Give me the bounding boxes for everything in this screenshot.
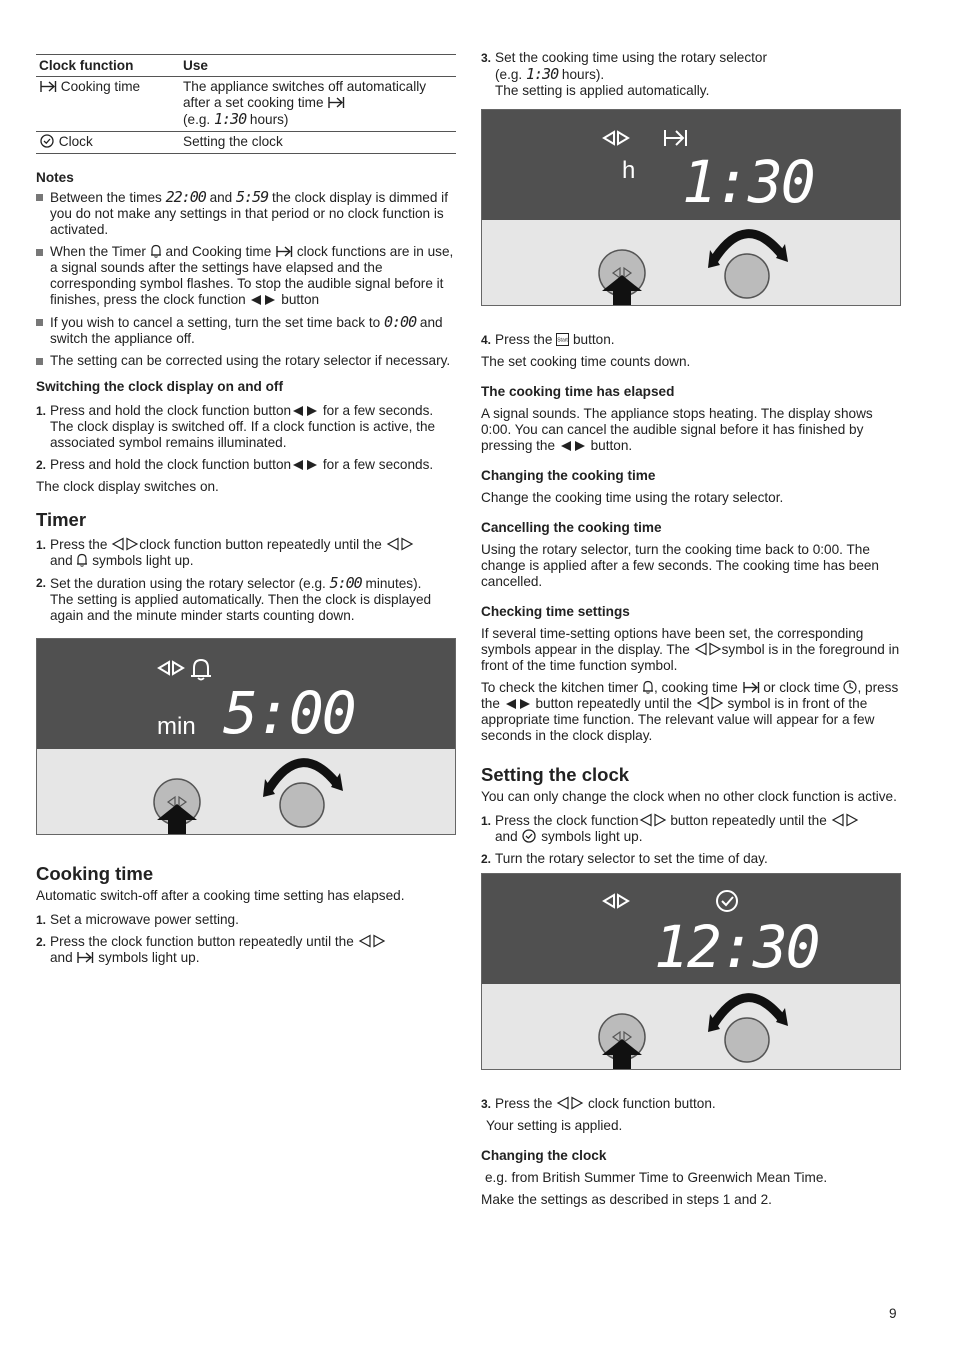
- step-number: 3.: [481, 1097, 492, 1111]
- elapsed-text-a: A signal sounds. The appliance stops heating. The display shows 0:00. You can cancel the audible signal before it has finished by pressing the: [481, 406, 873, 453]
- step-number: 1.: [481, 814, 492, 828]
- clock-time-icon: [843, 680, 857, 694]
- page-number: 9: [889, 1306, 897, 1321]
- clock-function-icon: [291, 459, 319, 471]
- row-use-text: The appliance switches off automatically after a set cooking time: [183, 79, 427, 110]
- checking-text: or clock time: [763, 680, 840, 695]
- cooking-time-heading: Cooking time: [36, 863, 154, 884]
- step-text: Set the duration using the rotary selector (e.g.: [50, 576, 326, 591]
- checking-text: symbol is in front of the appropriate time function. The relevant value will appear for a few seconds in the clock display.: [481, 696, 875, 743]
- row-use-text: Setting the clock: [180, 132, 456, 154]
- step-text: for a few seconds.: [322, 403, 434, 418]
- rotary-selector[interactable]: [708, 234, 788, 298]
- checking-text-2: [481, 680, 901, 744]
- elapsed-text: [481, 406, 901, 454]
- switching-heading: Switching the clock display on and off: [36, 379, 283, 394]
- step-number: 2.: [36, 576, 47, 590]
- note-time-value: 22:00: [165, 188, 206, 206]
- table-header-use: Use: [180, 55, 456, 77]
- setting-step-three: [481, 1096, 901, 1112]
- step-number: 2.: [36, 935, 47, 949]
- notes-heading: Notes: [36, 170, 74, 185]
- cooking-time-icon: [76, 951, 94, 964]
- list-item: [36, 244, 456, 308]
- step-text: The clock display is switched off. If a clock function is active, the associated symbol remains illuminated.: [50, 419, 436, 450]
- list-item: [481, 332, 901, 348]
- clock-icon: [39, 134, 55, 148]
- clock-icon: [521, 829, 537, 843]
- checking-text: To check the kitchen timer: [481, 680, 639, 695]
- display-unit: h: [622, 157, 636, 184]
- note-text: and: [209, 190, 233, 205]
- row-function-label: Cooking time: [60, 79, 141, 94]
- checking-text: , cooking time: [653, 680, 738, 695]
- list-item: [36, 912, 456, 928]
- cooking-step-four: [481, 332, 901, 348]
- step-text: Press the: [50, 537, 108, 552]
- step-text: Press the clock function: [495, 813, 639, 828]
- cooking-time-icon: [39, 80, 57, 93]
- outline-clock-function-icon: [159, 662, 183, 674]
- bell-icon: [191, 660, 211, 680]
- changing-clock-heading: Changing the clock: [481, 1148, 607, 1163]
- rotary-selector[interactable]: [263, 763, 343, 827]
- notes-list: [36, 189, 456, 369]
- checking-text-1: [481, 626, 901, 674]
- step-text: hours).: [561, 67, 605, 82]
- checking-text: button repeatedly until the: [535, 696, 692, 711]
- switching-steps: [36, 403, 456, 473]
- setting-intro: You can only change the clock when no other clock function is active.: [481, 789, 897, 804]
- checking-heading: Checking time settings: [481, 604, 630, 619]
- cancelling-text: Using the rotary selector, turn the cooking time back to 0:00. The change is applied after a few seconds. The cooking time has been cancelled.: [481, 542, 879, 589]
- step-text: and: [495, 829, 518, 844]
- step-text: The setting is applied automatically.: [495, 83, 710, 98]
- step-text: Press and hold the clock function button: [50, 403, 292, 418]
- cooking-steps: [36, 912, 456, 966]
- step-time-value: 5:00: [329, 574, 362, 592]
- cooking-display-panel: [481, 109, 901, 306]
- outline-clock-function-icon: [604, 132, 628, 144]
- setting-steps: [481, 813, 901, 867]
- row-use-eg: (e.g.: [183, 112, 211, 127]
- outline-clock-function-icon: [111, 537, 139, 551]
- clock-function-icon: [291, 405, 319, 417]
- row-function-label: Clock: [58, 134, 93, 149]
- cooking-time-icon: [275, 245, 293, 258]
- step-text: The setting is applied automatically. Then the clock is displayed again and the minute minder starts counting down.: [50, 592, 432, 623]
- list-item: [481, 851, 901, 867]
- step-text: symbols light up.: [92, 553, 194, 568]
- step-text: Press and hold the clock function button: [50, 457, 292, 472]
- right-column: [481, 50, 901, 1214]
- list-item: [36, 189, 456, 238]
- clock-function-icon: [559, 440, 587, 452]
- table-row: [36, 77, 456, 132]
- cooking-steps-continued: [481, 50, 901, 99]
- timer-display-panel: [36, 638, 456, 835]
- timer-steps: [36, 537, 456, 624]
- bell-icon: [150, 244, 162, 258]
- step-text: Press the clock function button repeatedly until the: [50, 934, 354, 949]
- list-item: [36, 314, 456, 347]
- changing-cooking-text: Change the cooking time using the rotary selector.: [481, 490, 784, 505]
- outline-clock-function-icon: [386, 537, 414, 551]
- list-item: [36, 537, 456, 569]
- step-text: and: [50, 553, 73, 568]
- timer-heading: Timer: [36, 509, 87, 530]
- step-text: clock function button.: [587, 1096, 716, 1111]
- clock-function-table: [36, 54, 456, 154]
- step-number: 1.: [36, 538, 47, 552]
- outline-clock-function-icon: [556, 1096, 584, 1110]
- outline-clock-function-icon: [639, 813, 667, 827]
- display-unit: min: [157, 713, 196, 740]
- cooking-time-icon: [742, 681, 760, 694]
- cooking-time-icon: [327, 96, 345, 109]
- list-item: [36, 934, 456, 966]
- step-text: button repeatedly until the: [670, 813, 827, 828]
- table-header-function: Clock function: [36, 55, 180, 77]
- outline-clock-function-icon: [696, 696, 724, 710]
- row-use-unit: hours): [249, 112, 289, 127]
- display-time: 12:30: [654, 913, 819, 981]
- display-time: 1:30: [682, 148, 814, 216]
- step-text: Press the: [495, 332, 553, 347]
- left-column: [36, 50, 456, 972]
- outline-clock-function-icon: [604, 895, 628, 907]
- list-item: [36, 457, 456, 473]
- note-text: and switch the appliance off.: [50, 315, 443, 346]
- changing-clock-text-1: e.g. from British Summer Time to Greenwich Mean Time.: [485, 1170, 828, 1185]
- bell-icon: [76, 553, 88, 567]
- switching-after: The clock display switches on.: [36, 479, 219, 494]
- outline-clock-function-icon: [358, 934, 386, 948]
- elapsed-heading: The cooking time has elapsed: [481, 384, 675, 399]
- note-text: the clock display is dimmed if you do not make any settings in that period or no clock function is activated.: [50, 190, 448, 237]
- step-text: minutes).: [365, 576, 422, 591]
- cooking-countdown: The set cooking time counts down.: [481, 354, 691, 369]
- setting-clock-heading: Setting the clock: [481, 764, 630, 785]
- clock-display-panel: [481, 873, 901, 1070]
- step-text: clock function button repeatedly until the: [139, 537, 382, 552]
- list-item: [36, 575, 456, 624]
- setting-applied: Your setting is applied.: [486, 1118, 623, 1133]
- step-text: Set a microwave power setting.: [50, 912, 239, 927]
- step-time-value: 1:30: [525, 65, 559, 83]
- step-text: Turn the rotary selector to set the time of day.: [495, 851, 768, 866]
- step-text: button.: [572, 332, 615, 347]
- table-row: [36, 132, 456, 154]
- step-number: 2.: [481, 852, 492, 866]
- outline-clock-function-icon: [831, 813, 859, 827]
- note-time-value: 5:59: [236, 188, 269, 206]
- note-text: clock functions are in use, a signal sounds after the settings have elapsed and the corresponding symbol flashes. To stop the audible signal before it finishes, press the clock function: [50, 244, 454, 307]
- checking-text: symbol is in the foreground in front of the time function symbol.: [481, 642, 900, 673]
- cancelling-heading: Cancelling the cooking time: [481, 520, 662, 535]
- list-item: [481, 813, 901, 845]
- note-text: Between the times: [50, 190, 162, 205]
- list-item: [36, 353, 456, 369]
- step-text: (e.g.: [495, 67, 523, 82]
- clock-function-icon: [249, 294, 277, 306]
- outline-clock-function-icon: [694, 642, 722, 656]
- changing-cooking-heading: Changing the cooking time: [481, 468, 656, 483]
- step-text: for a few seconds.: [322, 457, 434, 472]
- step-number: 2.: [36, 458, 47, 472]
- note-text: If you wish to cancel a setting, turn the set time back to: [50, 315, 381, 330]
- bell-icon: [642, 680, 654, 694]
- step-text: and: [50, 950, 73, 965]
- note-text: The setting can be corrected using the rotary selector if necessary.: [50, 353, 451, 368]
- display-time: 5:00: [223, 679, 355, 747]
- row-use-value: 1:30: [213, 110, 247, 128]
- start-button-icon: [556, 333, 569, 346]
- changing-clock-text-2: Make the settings as described in steps 1 and 2.: [481, 1192, 772, 1207]
- note-text: and Cooking time: [165, 244, 272, 259]
- step-text: symbols light up.: [541, 829, 643, 844]
- table-header-row: [36, 55, 456, 77]
- note-text: button: [281, 292, 320, 307]
- step-text: Set the cooking time using the rotary selector: [495, 50, 768, 65]
- step-text: symbols light up.: [98, 950, 200, 965]
- list-item: [481, 1096, 901, 1112]
- cooking-intro: Automatic switch-off after a cooking time setting has elapsed.: [36, 888, 405, 903]
- elapsed-text-b: button.: [590, 438, 633, 453]
- step-number: 3.: [481, 51, 492, 65]
- cooking-time-icon: [665, 130, 686, 146]
- clock-icon: [717, 891, 737, 911]
- rotary-selector[interactable]: [708, 998, 788, 1062]
- step-number: 1.: [36, 913, 47, 927]
- step-number: 1.: [36, 404, 47, 418]
- step-number: 4.: [481, 333, 492, 347]
- step-text: Press the: [495, 1096, 553, 1111]
- checking-text: If several time-setting options have been set, the corresponding symbols appear in the display. The: [481, 626, 864, 657]
- note-time-value: 0:00: [383, 313, 417, 331]
- clock-function-icon: [504, 698, 532, 710]
- checking-text: , press the: [481, 680, 899, 711]
- svg-text:Start: Start: [557, 337, 568, 344]
- list-item: [481, 50, 901, 99]
- list-item: [36, 403, 456, 451]
- note-text: When the Timer: [50, 244, 146, 259]
